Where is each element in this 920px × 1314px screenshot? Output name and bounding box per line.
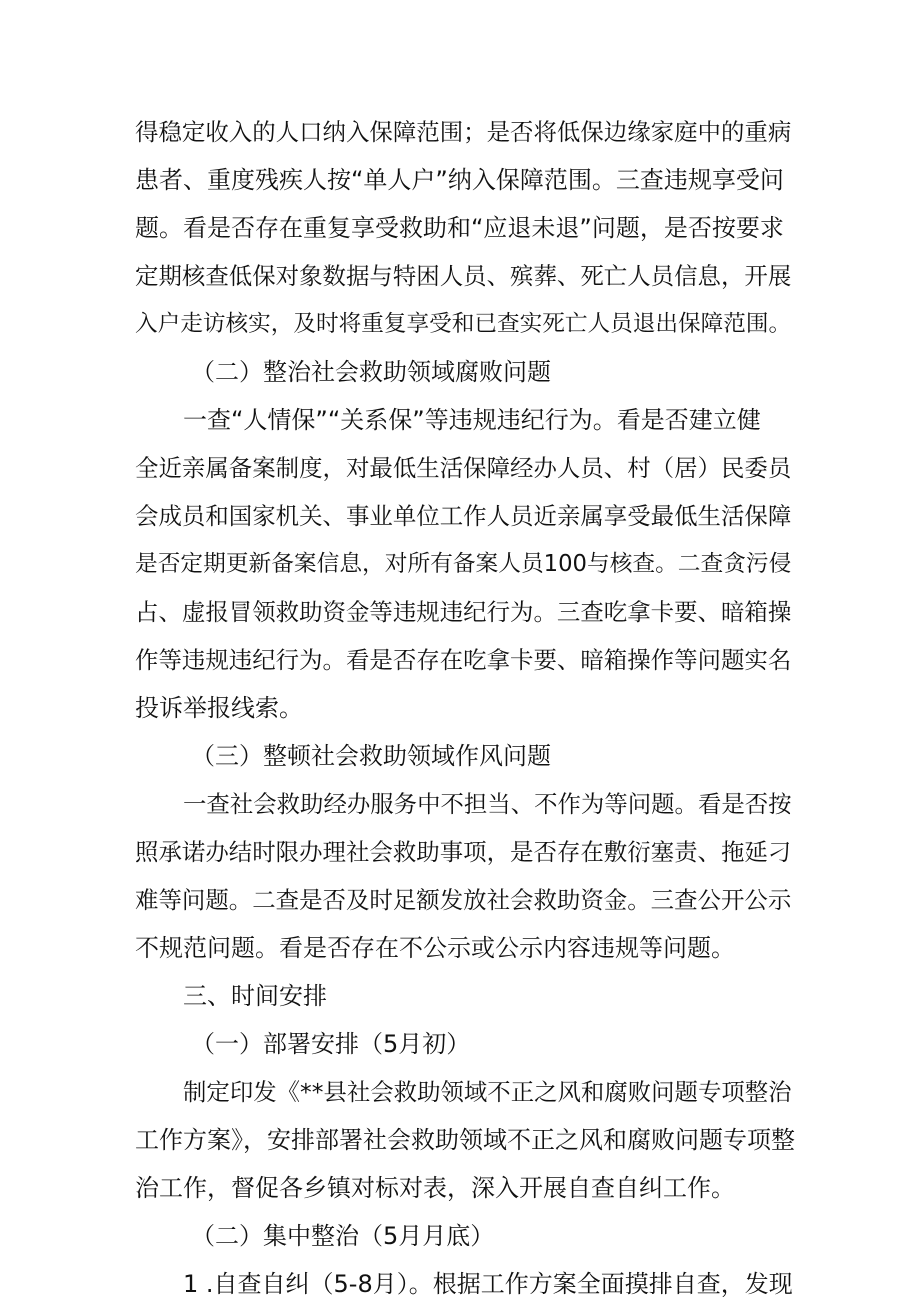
paragraph-line: 一查社会救助经办服务中不担当、不作为等问题。看是否按: [183, 790, 792, 818]
paragraph-line: 会成员和国家机关、事业单位工作人员近亲属享受最低生活保障: [135, 502, 792, 530]
section-heading: （一）部署安排（5月初）: [191, 1030, 471, 1058]
paragraph-line: 制定印发《**县社会救助领域不正之风和腐败问题专项整治: [183, 1078, 792, 1106]
paragraph-line: 投诉举报线索。: [135, 694, 303, 722]
paragraph-line: 1 .自查自纠（5-8月）。根据工作方案全面摸排自查，发现: [183, 1270, 793, 1298]
paragraph-line: 全近亲属备案制度，对最低生活保障经办人员、村（居）民委员: [135, 454, 792, 482]
paragraph-line: 工作方案》，安排部署社会救助领域不正之风和腐败问题专项整: [135, 1126, 795, 1154]
section-heading: （三）整顿社会救助领域作风问题: [191, 742, 551, 770]
paragraph-line: 不规范问题。看是否存在不公示或公示内容违规等问题。: [135, 934, 735, 962]
section-heading: （二）集中整治（5月月底）: [191, 1222, 495, 1250]
paragraph-line: 占、虚报冒领救助资金等违规违纪行为。三查吃拿卡要、暗箱操: [135, 598, 792, 626]
paragraph-line: 题。看是否存在重复享受救助和“应退未退”问题，是否按要求: [135, 214, 784, 242]
paragraph-line: 难等问题。二查是否及时足额发放社会救助资金。三查公开公示: [135, 886, 792, 914]
paragraph-line: 一查“人情保”“关系保”等违规违纪行为。看是否建立健: [183, 406, 761, 434]
paragraph-line: 患者、重度残疾人按“单人户”纳入保障范围。三查违规享受问: [135, 166, 784, 194]
paragraph-line: 得稳定收入的人口纳入保障范围；是否将低保边缘家庭中的重病: [135, 118, 792, 146]
paragraph-line: 入户走访核实，及时将重复享受和已查实死亡人员退出保障范围。: [135, 311, 792, 337]
document-body: [135, 114, 795, 1314]
paragraph-line: 照承诺办结时限办理社会救助事项，是否存在敷衍塞责、拖延刁: [135, 838, 792, 866]
paragraph-line: 定期核查低保对象数据与特困人员、殡葬、死亡人员信息，开展: [135, 262, 792, 290]
paragraph-line: 作等违规违纪行为。看是否存在吃拿卡要、暗箱操作等问题实名: [135, 646, 792, 674]
section-heading: （二）整治社会救助领域腐败问题: [191, 358, 551, 386]
chapter-heading: 三、时间安排: [183, 982, 327, 1010]
paragraph-line: 是否定期更新备案信息，对所有备案人员100与核查。二查贪污侵: [135, 551, 792, 577]
paragraph-line: 治工作，督促各乡镇对标对表，深入开展自查自纠工作。: [135, 1174, 735, 1202]
